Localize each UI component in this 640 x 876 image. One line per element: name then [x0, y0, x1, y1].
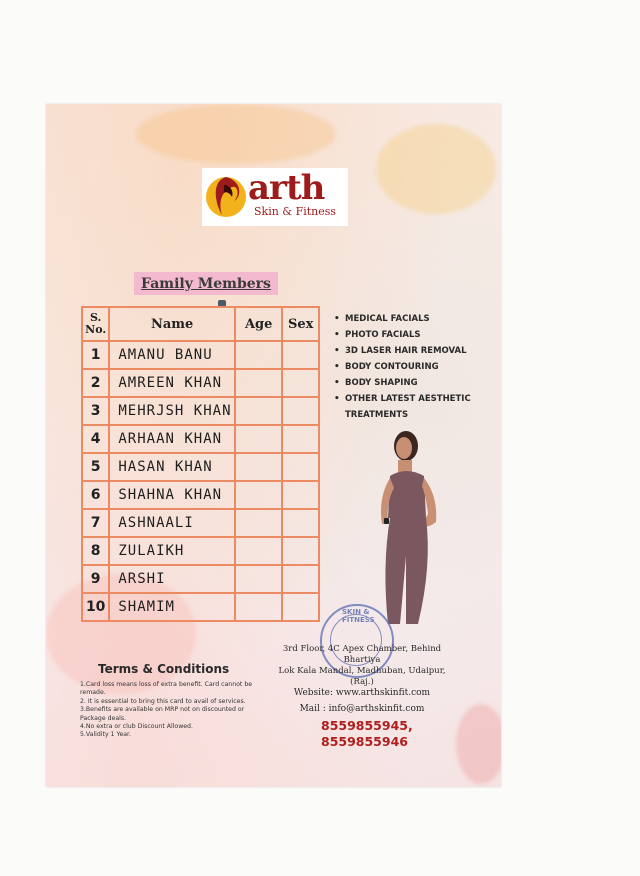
- age-cell: [235, 509, 282, 537]
- table-row: [82, 509, 319, 537]
- brand-tagline: Skin & Fitness: [254, 205, 337, 218]
- table-row: [82, 453, 319, 481]
- name-cell: ASHNAALI: [109, 509, 235, 537]
- age-cell: [235, 537, 282, 565]
- table-row: [82, 425, 319, 453]
- sex-cell: [282, 397, 319, 425]
- service-item: • OTHER LATEST AESTHETIC TREATMENTS: [334, 391, 475, 423]
- terms-item: 3.Benefits are available on MRP not on discounted or Package deals.: [80, 706, 245, 722]
- sex-cell: [282, 593, 319, 621]
- header-sno: S. No.: [82, 307, 109, 341]
- phone-number: 8559855946: [321, 734, 408, 749]
- table-row: [82, 481, 319, 509]
- sex-cell: [282, 481, 319, 509]
- sex-cell: [282, 565, 319, 593]
- website-text: Website: www.arthskinfit.com: [293, 688, 431, 698]
- phone-numbers: [321, 718, 413, 750]
- sno-cell: 9: [82, 565, 109, 593]
- terms-item: 1.Card loss means loss of extra benefit. Card cannot be remade.: [80, 681, 253, 697]
- table-row: [82, 537, 319, 565]
- mail-text: Mail : info@arthskinfit.com: [299, 704, 425, 714]
- sex-cell: [282, 509, 319, 537]
- address-block: [278, 644, 446, 688]
- sno-cell: 6: [82, 481, 109, 509]
- family-members-label: Family Members: [134, 272, 278, 295]
- address-line: Lok Kala Mandal, Madhuban, Udaipur,: [278, 666, 446, 676]
- age-cell: [235, 481, 282, 509]
- table-row: [82, 565, 319, 593]
- table-row: [82, 397, 319, 425]
- age-cell: [235, 369, 282, 397]
- table-row: [82, 369, 319, 397]
- sno-cell: 4: [82, 425, 109, 453]
- address-line: Bhartiya: [343, 655, 381, 665]
- service-item: • BODY CONTOURING: [334, 359, 475, 375]
- flower-decoration: [456, 704, 501, 784]
- sex-cell: [282, 453, 319, 481]
- sno-cell: 5: [82, 453, 109, 481]
- membership-card: [46, 104, 501, 787]
- woman-silhouette-icon: [204, 171, 248, 223]
- sex-cell: [282, 537, 319, 565]
- brand-name: arth: [248, 168, 325, 208]
- family-members-table: [81, 306, 320, 622]
- terms-item: 2. It is essential to bring this card to avail of services.: [80, 697, 246, 705]
- table-header-row: [82, 307, 319, 341]
- sno-cell: 1: [82, 341, 109, 369]
- age-cell: [235, 565, 282, 593]
- service-item: • BODY SHAPING: [334, 375, 475, 391]
- table-row: [82, 593, 319, 621]
- age-cell: [235, 425, 282, 453]
- age-cell: [235, 593, 282, 621]
- sno-cell: 10: [82, 593, 109, 621]
- paint-splash: [376, 124, 496, 214]
- terms-item: 5.Validity 1 Year.: [80, 731, 131, 739]
- service-item: • PHOTO FACIALS: [334, 327, 475, 343]
- address-line: (Raj.): [350, 677, 374, 687]
- sno-cell: 2: [82, 369, 109, 397]
- name-cell: SHAHNA KHAN: [109, 481, 235, 509]
- service-item: • MEDICAL FACIALS: [334, 311, 475, 327]
- name-cell: AMREEN KHAN: [109, 369, 235, 397]
- name-cell: ZULAIKH: [109, 537, 235, 565]
- header-age: Age: [235, 307, 282, 341]
- name-cell: ARSHI: [109, 565, 235, 593]
- name-cell: HASAN KHAN: [109, 453, 235, 481]
- name-cell: ARHAAN KHAN: [109, 425, 235, 453]
- brand-logo: [202, 168, 348, 226]
- address-line: 3rd Floor, 4C Apex Chamber, Behind: [282, 644, 442, 654]
- table-row: [82, 341, 319, 369]
- age-cell: [235, 341, 282, 369]
- sex-cell: [282, 341, 319, 369]
- age-cell: [235, 453, 282, 481]
- sno-cell: 3: [82, 397, 109, 425]
- sno-cell: 7: [82, 509, 109, 537]
- terms-item: 4.No extra or club Discount Allowed.: [80, 723, 193, 731]
- fitness-model-image: [368, 426, 448, 626]
- paint-splash: [136, 104, 336, 164]
- header-name: Name: [109, 307, 235, 341]
- sno-cell: 8: [82, 537, 109, 565]
- services-list: [334, 311, 475, 423]
- sex-cell: [282, 369, 319, 397]
- age-cell: [235, 397, 282, 425]
- stamp-text: SKIN & FITNESS: [342, 608, 375, 624]
- terms-list: [80, 681, 260, 740]
- name-cell: SHAMIM: [109, 593, 235, 621]
- header-sex: Sex: [282, 307, 319, 341]
- phone-number: 8559855945,: [321, 718, 413, 733]
- sex-cell: [282, 425, 319, 453]
- service-item: • 3D LASER HAIR REMOVAL: [334, 343, 475, 359]
- terms-title: Terms & Conditions: [98, 662, 230, 676]
- name-cell: AMANU BANU: [109, 341, 235, 369]
- name-cell: MEHRJSH KHAN: [109, 397, 235, 425]
